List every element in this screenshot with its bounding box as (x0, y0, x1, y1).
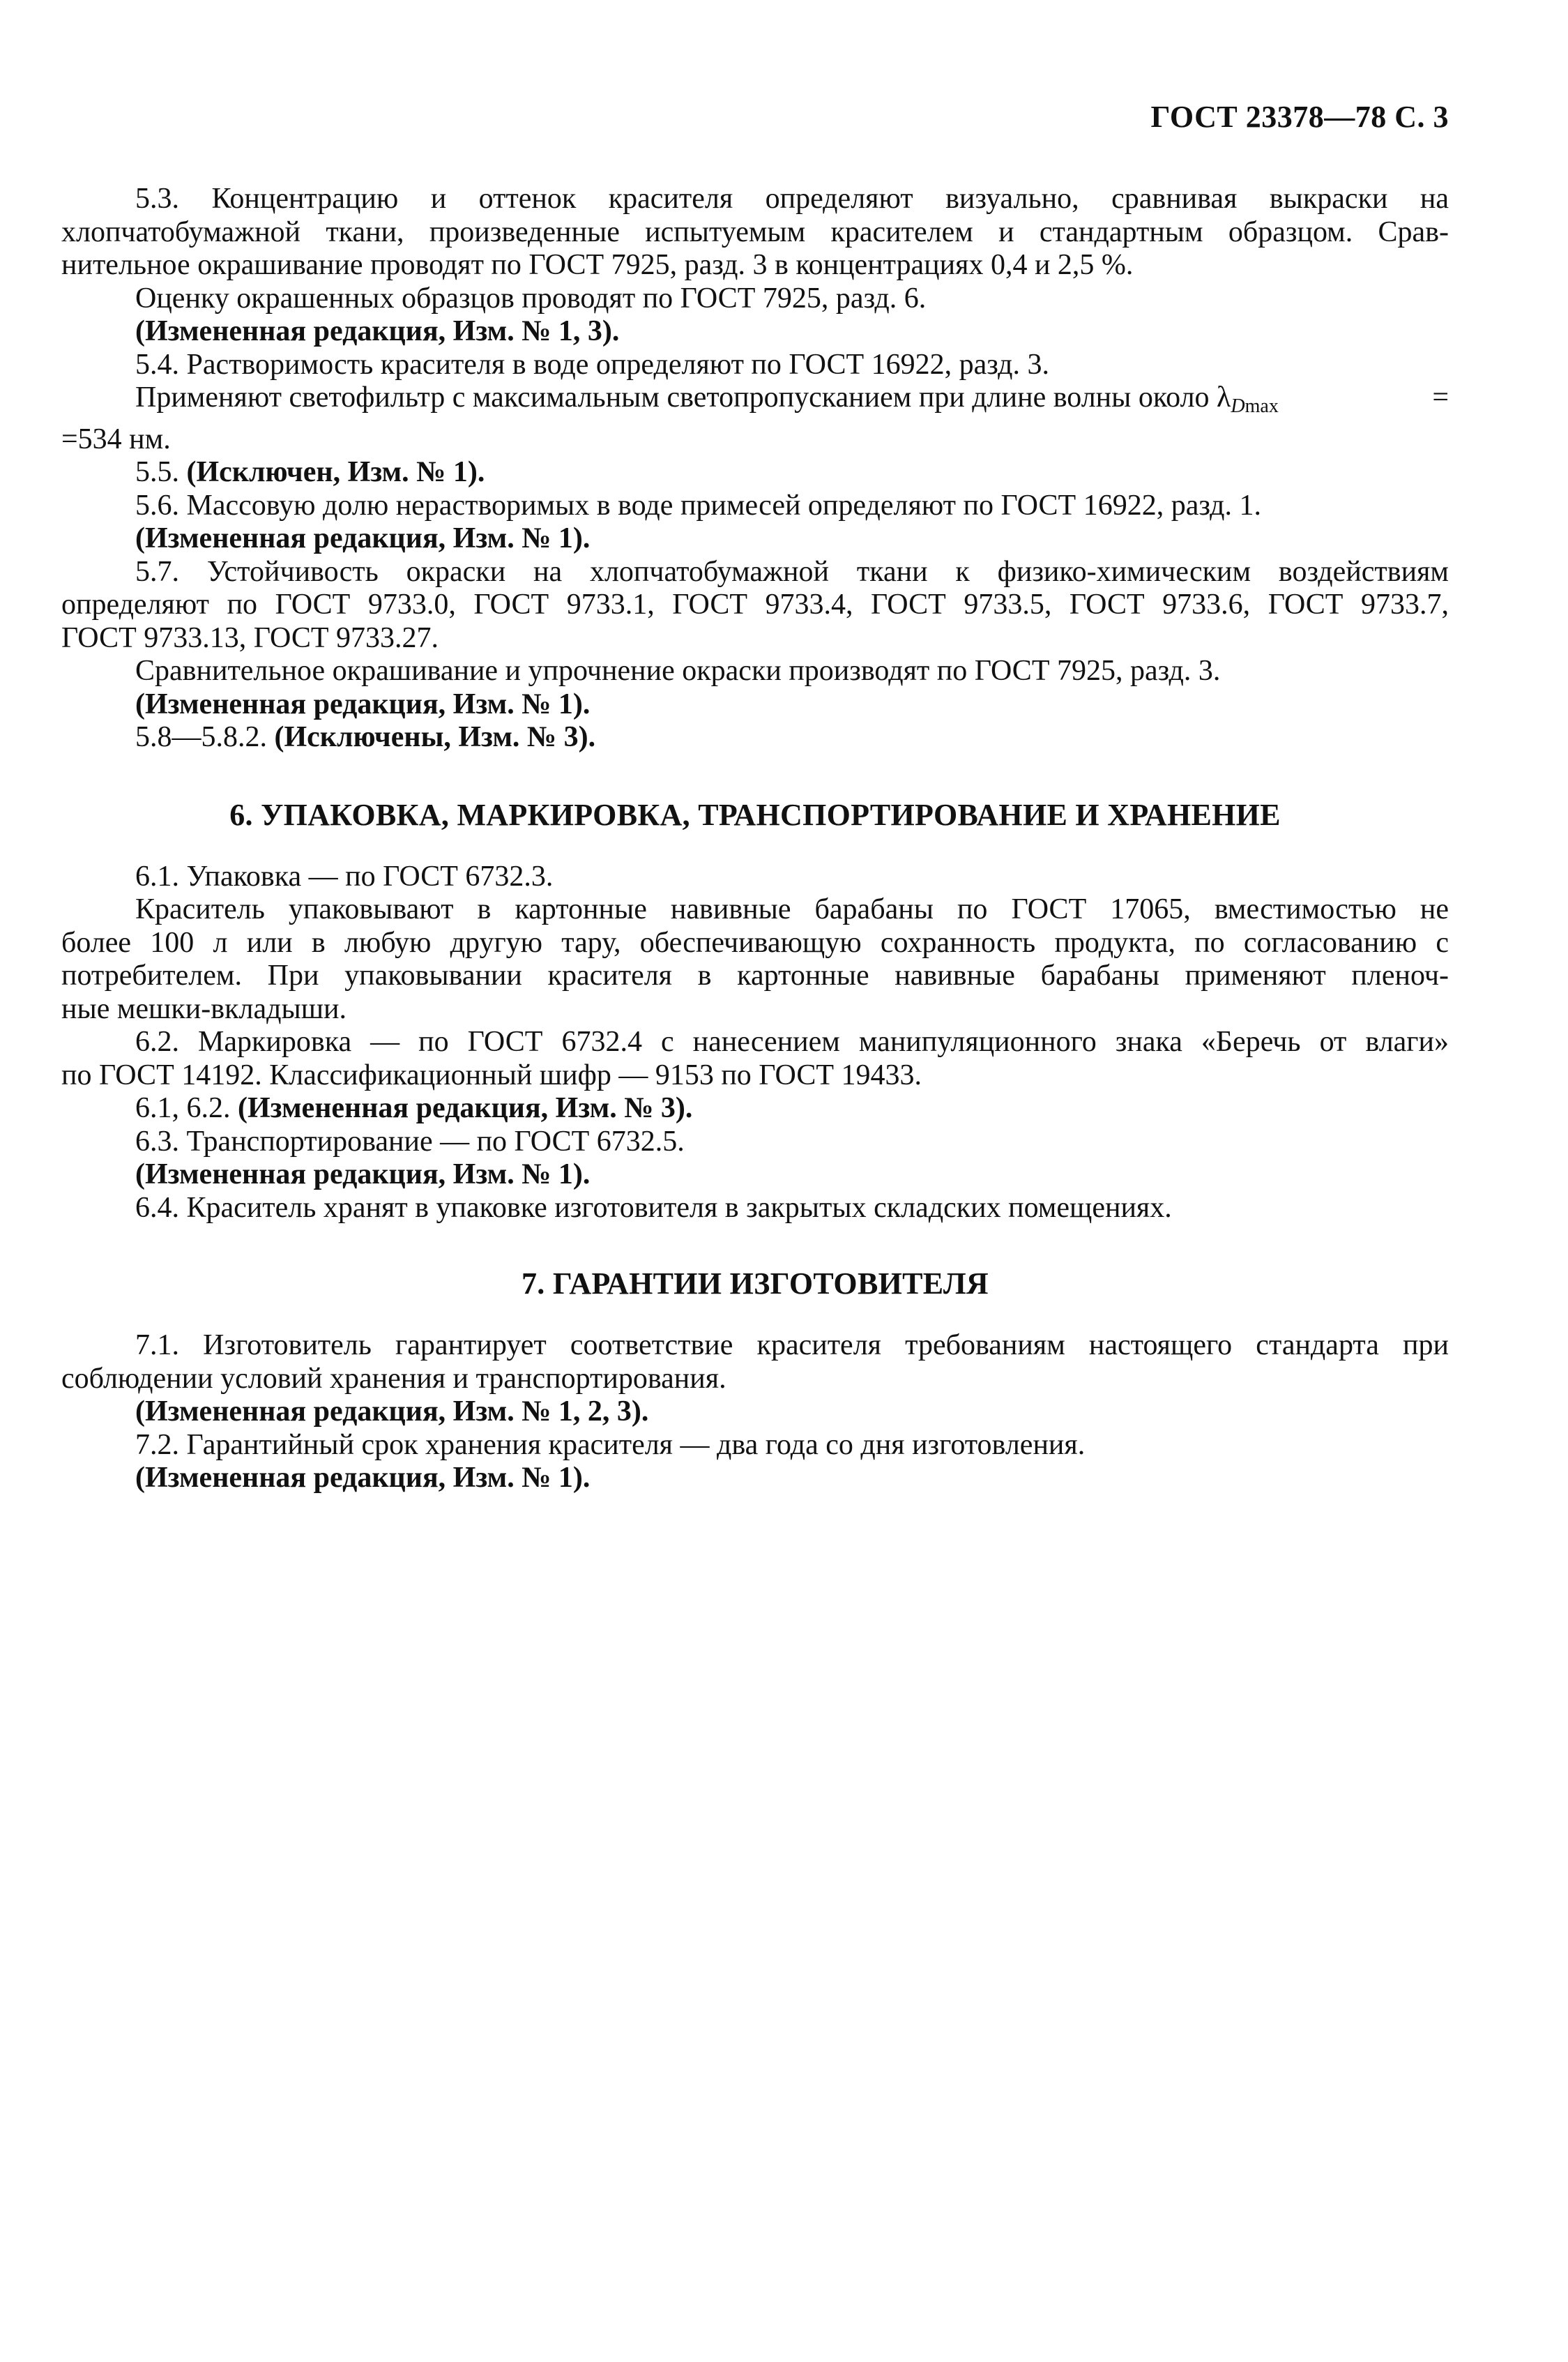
para-5-7-line2: определяют по ГОСТ 9733.0, ГОСТ 9733.1, ГОСТ 9733.4, ГОСТ 9733.5, ГОСТ 9733.6, ГОСТ 9733.7, (61, 589, 1449, 621)
para-6-1-text-line4: ные мешки-вкладыши. (61, 992, 347, 1025)
section-7-heading: 7. ГАРАНТИИ ИЗГОТОВИТЕЛЯ (521, 1266, 989, 1301)
edit-note-6-1-6-2 (61, 1092, 1449, 1126)
para-7-1-line2: соблюдении условий хранения и транспортирования. (61, 1362, 726, 1395)
para-6-1: 6.1. Упаковка — по ГОСТ 6732.3. (135, 860, 554, 893)
para-5-7-line1: 5.7. Устойчивость окраски на хлопчатобумажной ткани к физико-химическим воздействиям (135, 555, 1449, 588)
edit-note-5-7: (Измененная редакция, Изм. № 1). (135, 688, 591, 720)
para-5-4-filter (61, 381, 1449, 423)
para-5-7-line3: ГОСТ 9733.13, ГОСТ 9733.27. (61, 621, 439, 654)
para-5-8-number: 5.8—5.8.2. (135, 721, 267, 753)
edit-note-6-1-6-2-text: (Измененная редакция, Изм. № 3). (238, 1092, 693, 1124)
edit-note-6-3: (Измененная редакция, Изм. № 1). (135, 1158, 591, 1190)
para-7-2: 7.2. Гарантийный срок хранения красителя — два года со дня изготовления. (135, 1428, 1086, 1461)
para-6-2-line1: 6.2. Маркировка — по ГОСТ 6732.4 с нанесением манипуляционного знака «Беречь от влаги» (135, 1026, 1449, 1058)
edit-note-7-1: (Измененная редакция, Изм. № 1, 2, 3). (135, 1395, 649, 1428)
para-5-3-line2: хлопчатобумажной ткани, произведенные испытуемым красителем и стандартным образцом. Срав- (61, 215, 1449, 248)
para-6-3: 6.3. Транспортирование — по ГОСТ 6732.5. (135, 1125, 685, 1158)
para-5-7-comparison: Сравнительное окрашивание и упрочнение окраски производят по ГОСТ 7925, разд. 3. (135, 655, 1221, 687)
para-7-1-line1: 7.1. Изготовитель гарантирует соответствие красителя требованиям настоящего стандарта при (135, 1329, 1449, 1361)
para-5-5-note: (Исключен, Изм. № 1). (186, 456, 485, 488)
para-6-2-line2: по ГОСТ 14192. Классификационный шифр — 9153 по ГОСТ 19433. (61, 1059, 922, 1091)
para-5-6: 5.6. Массовую долю нерастворимых в воде примесей определяют по ГОСТ 16922, разд. 1. (135, 489, 1262, 522)
para-5-3-evaluation: Оценку окрашенных образцов проводят по ГОСТ 7925, разд. 6. (135, 282, 927, 315)
edit-note-5-3: (Измененная редакция, Изм. № 1, 3). (135, 315, 620, 347)
para-5-4: 5.4. Растворимость красителя в воде определяют по ГОСТ 16922, разд. 3. (135, 348, 1050, 381)
para-5-4-value: =534 нм. (61, 423, 171, 455)
para-5-3-line1: 5.3. Концентрацию и оттенок красителя определяют визуально, сравнивая выкраски на (135, 183, 1449, 215)
filter-wavelength-text: Применяют светофильтр с максимальным светопропусканием при длине волны около $\lambda_{Dmax}$ (135, 381, 1279, 417)
edit-note-6-1-6-2-number: 6.1, 6.2. (135, 1092, 231, 1124)
para-5-5 (61, 456, 1449, 490)
para-5-8-note: (Исключены, Изм. № 3). (274, 721, 596, 753)
para-5-3-line3: нительное окрашивание проводят по ГОСТ 7925, разд. 3 в концентрациях 0,4 и 2,5 %. (61, 249, 1134, 281)
para-6-1-text-line3: потребителем. При упаковывании красителя в картонные навивные барабаны применяют пленоч- (61, 960, 1449, 992)
running-head: ГОСТ 23378—78 С. 3 (1150, 100, 1449, 134)
document-body (61, 183, 1449, 1495)
para-6-1-text-line2: более 100 л или в любую другую тару, обеспечивающую сохранность продукта, по согласованию с (61, 926, 1449, 959)
para-5-5-number: 5.5. (135, 456, 179, 488)
edit-note-5-6: (Измененная редакция, Изм. № 1). (135, 522, 591, 554)
para-6-1-text-line1: Краситель упаковывают в картонные навивные барабаны по ГОСТ 17065, вместимостью не (135, 893, 1449, 925)
lambda-subscript-max: max (1244, 395, 1279, 417)
para-5-8 (61, 721, 1449, 755)
lambda-subscript-d: D (1231, 395, 1245, 417)
para-6-4: 6.4. Краситель хранят в упаковке изготовителя в закрытых складских помещениях. (135, 1191, 1172, 1224)
filter-equals-sign: = (1432, 381, 1449, 414)
section-6-heading: 6. УПАКОВКА, МАРКИРОВКА, ТРАНСПОРТИРОВАНИЕ И ХРАНЕНИЕ (229, 797, 1281, 832)
edit-note-7-2: (Измененная редакция, Изм. № 1). (135, 1462, 591, 1494)
